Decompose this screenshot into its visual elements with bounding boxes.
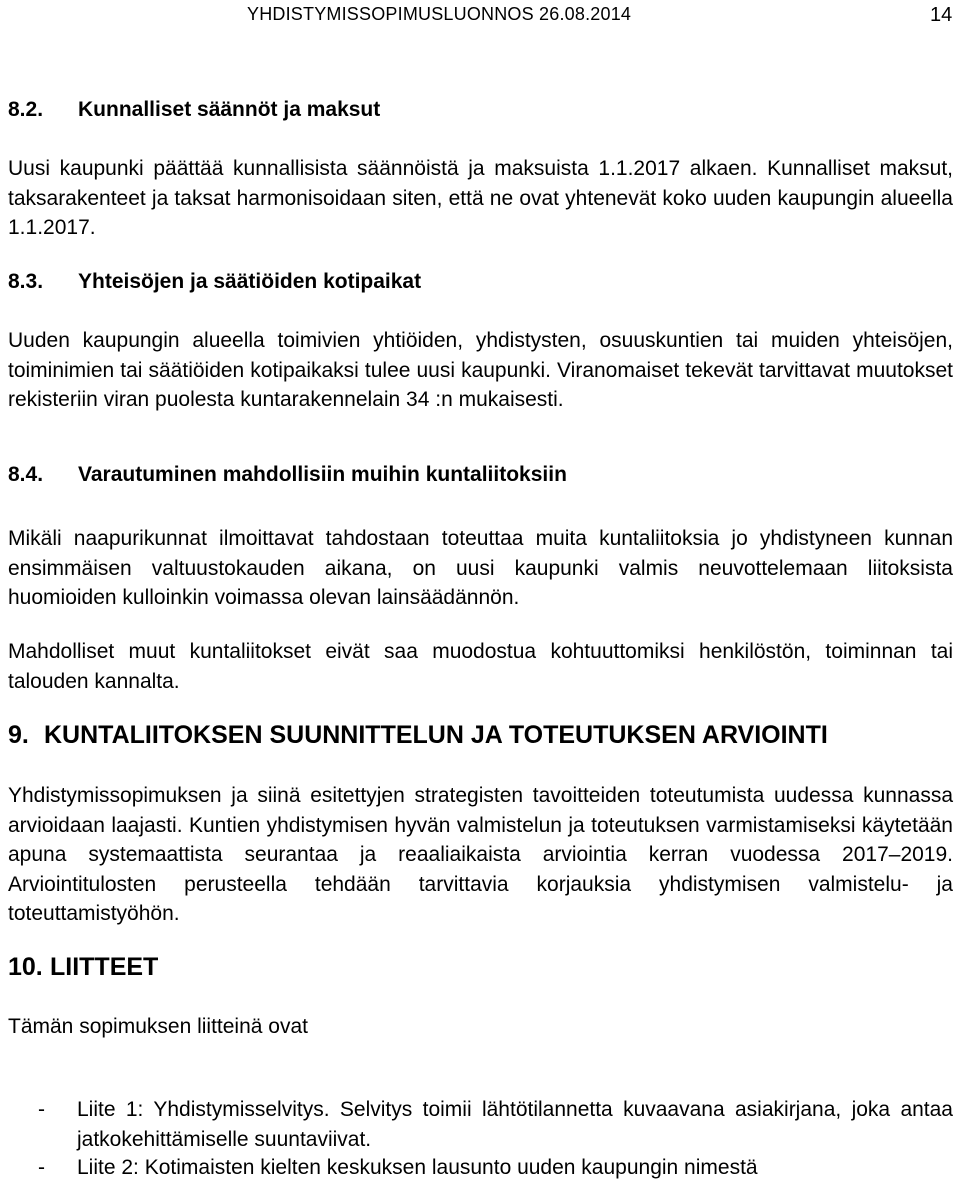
section-heading-8-3	[8, 270, 421, 294]
section-heading-10	[8, 953, 158, 982]
section-number: 8.2.	[8, 98, 44, 121]
section-number: 10.	[8, 953, 43, 981]
section-number: 8.3.	[8, 270, 44, 293]
paragraph-8-3: Uuden kaupungin alueella toimivien yhtiöiden, yhdistysten, osuuskuntien tai muiden yhteisöjen, toiminimien tai säätiöiden kotipaikaksi tulee uusi kaupunki. Viranomaiset tekevät tarvittavat muutokset rekisteriin viran puolesta kuntarakennelain 34 :n mukaisesti.	[8, 329, 953, 411]
section-heading-9	[8, 721, 828, 750]
paragraph-8-2: Uusi kaupunki päättää kunnallisista säännöistä ja maksuista 1.1.2017 alkaen. Kunnalliset maksut, taksarakenteet ja taksat harmonisoidaan siten, että ne ovat yhtenevät koko uuden kaupungin alueella 1.1.2017.	[8, 157, 953, 239]
attachment-list-item	[8, 1153, 953, 1183]
paragraph-8-4-1: Mikäli naapurikunnat ilmoittavat tahdostaan toteuttaa muita kuntaliitoksia jo yhdistyneen kunnan ensimmäisen valtuustokauden aikana, on uusi kaupunki valmis neuvottelemaan liitoksista huomioiden kulloinkin voimassa olevan lainsäädännön.	[8, 527, 953, 609]
section-title: Yhteisöjen ja säätiöiden kotipaikat	[78, 270, 422, 293]
section-title: Kunnalliset säännöt ja maksut	[78, 98, 381, 121]
paragraph-9: Yhdistymissopimuksen ja siinä esitettyjen strategisten tavoitteiden toteutumista uudessa kunnassa arvioidaan laajasti. Kuntien yhdistymisen hyvän valmistelun ja toteutuksen varmistamiseksi käytetään apuna systemaattista seurantaa ja reaaliaikaista arviointia kerran vuodessa 2017–2019. Arviointitulosten perusteella tehdään tarvittavia korjauksia yhdistymisen valmistelu- ja toteuttamistyöhön.	[8, 784, 953, 925]
section-heading-8-4	[8, 463, 567, 487]
section-title: KUNTALIITOKSEN SUUNNITTELUN JA TOTEUTUKSEN ARVIOINTI	[44, 721, 828, 749]
section-number: 9.	[8, 721, 29, 749]
attachments-intro: Tämän sopimuksen liitteinä ovat	[8, 1015, 308, 1038]
list-item-text: Liite 1: Yhdistymisselvitys. Selvitys toimii lähtötilannetta kuvaavana asiakirjana, joka antaa jatkokehittämiselle suuntaviivat.	[77, 1098, 953, 1151]
section-title: Varautuminen mahdollisiin muihin kuntaliitoksiin	[78, 463, 567, 486]
section-title: LIITTEET	[50, 953, 159, 981]
list-item-text: Liite 2: Kotimaisten kielten keskuksen lausunto uuden kaupungin nimestä	[77, 1156, 758, 1179]
page-number: 14	[930, 4, 953, 26]
paragraph-8-4-2: Mahdolliset muut kuntaliitokset eivät saa muodostua kohtuuttomiksi henkilöstön, toiminnan tai talouden kannalta.	[8, 640, 953, 693]
section-heading-8-2	[8, 98, 380, 122]
running-header-title: YHDISTYMISSOPIMUSLUONNOS 26.08.2014	[247, 4, 632, 24]
list-bullet: -	[38, 1156, 45, 1179]
attachment-list-item	[8, 1095, 953, 1154]
list-bullet: -	[38, 1098, 45, 1121]
section-number: 8.4.	[8, 463, 44, 486]
